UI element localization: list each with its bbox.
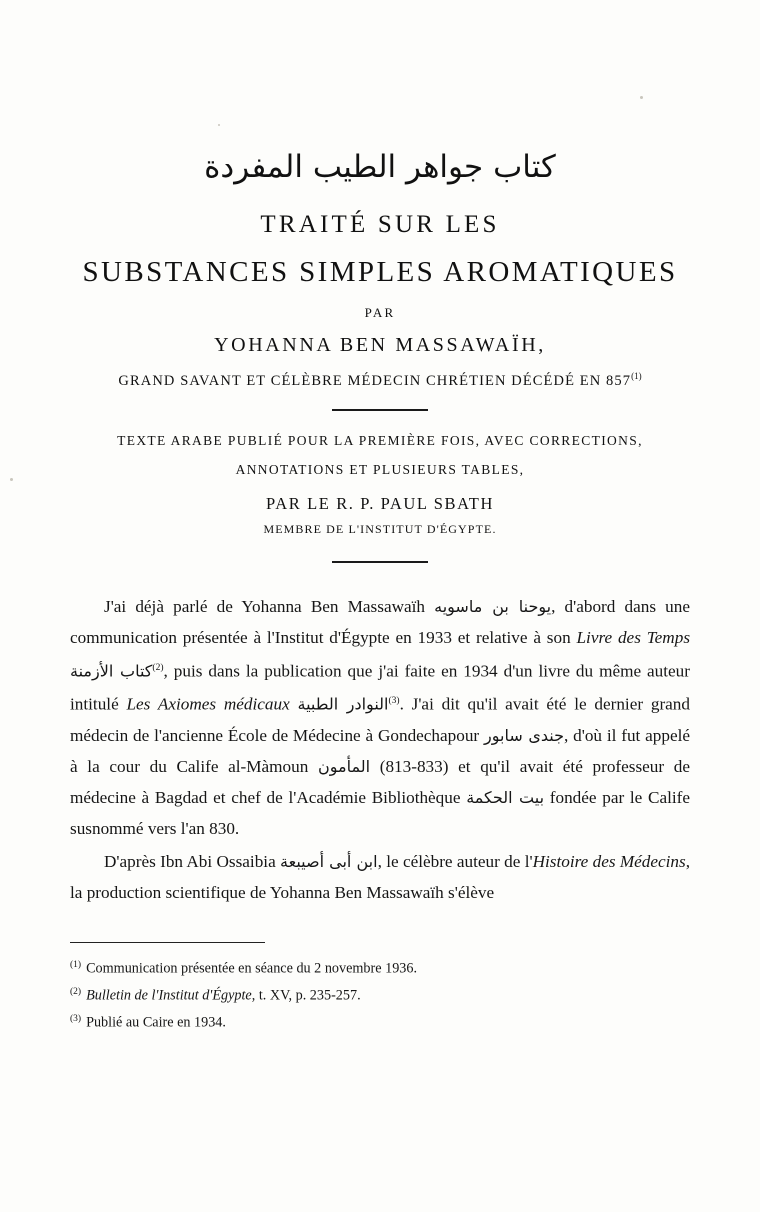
author-subtitle-text: GRAND SAVANT ET CÉLÈBRE MÉDECIN CHRÉTIEN DÉCÉDÉ EN 857 <box>118 372 632 389</box>
body-text <box>70 591 690 908</box>
footnote-italic: Bulletin de l'Institut d'Égypte <box>86 987 252 1004</box>
p1-s3: , puis dans la publication que j'ai faite en 1934 d'un livre du même auteur intitulé <box>70 661 690 715</box>
arabic-title: كتاب جواهر الطيب المفردة <box>204 149 556 185</box>
p1-arabic-3: النوادر الطبية <box>297 695 389 715</box>
p1-italic-1: Livre des Temps <box>576 627 691 647</box>
footnote-mark: (3) <box>70 1013 82 1024</box>
edition-note-line-2: ANNOTATIONS ET PLUSIEURS TABLES, <box>235 461 525 477</box>
byline-par: PAR <box>364 304 396 320</box>
edition-note-line-1: TEXTE ARABE PUBLIÉ POUR LA PREMIÈRE FOIS, AVEC CORRECTIONS, <box>117 432 643 448</box>
footnote-ref-2: (2) <box>152 662 164 673</box>
footnote-separator <box>70 942 265 943</box>
divider-rule-2 <box>332 561 428 563</box>
p2-s2: , le célèbre auteur de l' <box>377 852 533 872</box>
footnote-item <box>70 954 690 981</box>
p1-arabic-2: كتاب الأزمنة <box>70 661 153 681</box>
page-content <box>70 0 690 1034</box>
p1-arabic-4: جندى سابور <box>484 726 564 746</box>
page-speck <box>10 478 13 481</box>
editor-affiliation: MEMBRE DE L'INSTITUT D'ÉGYPTE. <box>263 521 497 536</box>
footnote-text: Communication présentée en séance du 2 novembre 1936. <box>86 960 418 977</box>
footnote-text: Publié au Caire en 1934. <box>86 1014 226 1031</box>
paragraph-1 <box>70 591 690 844</box>
p1-arabic-5: المأمون <box>318 757 371 777</box>
p1-s6: (813-833) et qu'il avait été professeur de médecine à Bagdad et chef de l'Académie Bibliothèque <box>70 757 690 808</box>
footnote-mark: (2) <box>70 986 82 997</box>
p1-s1: J'ai déjà parlé de Yohanna Ben Massawaïh <box>104 596 435 616</box>
divider-rule-1 <box>332 409 428 411</box>
p1-s4: . J'ai dit qu'il avait été le dernier grand médecin de l'ancienne École de Médecine à Gondechapour <box>70 695 690 746</box>
p2-s1: D'après Ibn Abi Ossaibia <box>104 852 281 872</box>
p1-s5: , d'où il fut appelé à la cour du Calife al-Màmoun <box>70 726 691 777</box>
p1-s2: , d'abord dans une communication présentée à l'Institut d'Égypte en 1933 et relative à son <box>70 596 690 647</box>
footnote-item <box>70 981 690 1008</box>
title-line-1: TRAITÉ SUR LES <box>260 210 500 238</box>
p2-italic-1: Histoire des Médecins <box>532 852 686 872</box>
footnote-text: , t. XV, p. 235-257. <box>251 987 361 1004</box>
p2-arabic-1: ابن أبى أصيبعة <box>280 852 378 872</box>
p1-arabic-1: يوحنا بن ماسويه <box>434 596 552 616</box>
p1-italic-2: Les Axiomes médicaux <box>126 695 298 715</box>
p2-s3: , la production scientifique de Yohanna Ben Massawaïh s'élève <box>70 852 690 903</box>
paragraph-2 <box>70 846 690 908</box>
editor-name: PAR LE R. P. PAUL SBATH <box>266 493 494 513</box>
footnote-mark: (1) <box>70 960 82 971</box>
footnote-list <box>70 954 690 1034</box>
p1-arabic-6: بيت الحكمة <box>466 788 545 808</box>
title-line-2: SUBSTANCES SIMPLES AROMATIQUES <box>82 255 678 288</box>
author-subtitle <box>70 371 690 390</box>
footnote-ref-3: (3) <box>388 696 400 707</box>
footnote-item <box>70 1008 690 1035</box>
p1-s7: fondée par le Calife susnommé vers l'an 830. <box>70 788 690 839</box>
author-name: YOHANNA BEN MASSAWAÏH, <box>214 333 546 356</box>
author-subtitle-footnote-ref: (1) <box>631 370 642 381</box>
